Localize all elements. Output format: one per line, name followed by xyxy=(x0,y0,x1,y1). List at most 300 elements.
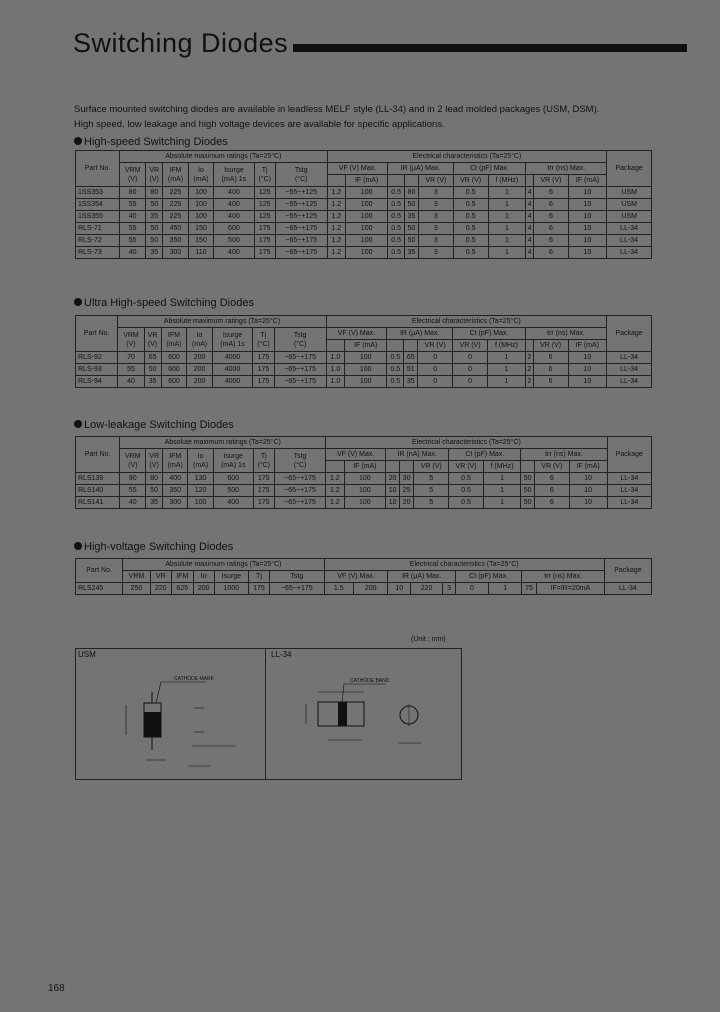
package-value: LL-34 xyxy=(607,352,652,364)
package-value: LL-34 xyxy=(607,223,652,235)
bullet-icon xyxy=(74,420,82,428)
value-cell: 220 xyxy=(410,583,442,595)
value-cell: 10 xyxy=(388,583,410,595)
value-cell: 100 xyxy=(346,187,388,199)
header-unit: (°C) xyxy=(294,175,308,183)
section-title-low-leakage: Low-leakage Switching Diodes xyxy=(74,419,234,431)
part-number: 1SS355 xyxy=(76,211,120,223)
value-cell: 10 xyxy=(568,187,606,199)
table-row xyxy=(76,223,652,235)
header-unit: (mA) xyxy=(166,340,182,348)
part-number: RLS141 xyxy=(76,497,120,509)
header-symbol: Isurge xyxy=(222,331,243,339)
value-cell: 40 xyxy=(118,376,144,388)
header-unit: (mA) xyxy=(167,175,184,183)
value-cell: 0.5 xyxy=(449,473,483,485)
value-cell: 35 xyxy=(144,376,161,388)
value-cell: 25 xyxy=(400,485,414,497)
value-cell: 1 xyxy=(483,473,521,485)
col-header-blank xyxy=(400,461,414,473)
value-cell: 35 xyxy=(146,247,163,259)
col-header-io xyxy=(188,163,214,187)
value-cell: 6 xyxy=(534,187,569,199)
value-cell: 0 xyxy=(453,376,488,388)
value-cell: 20 xyxy=(386,473,400,485)
col-header-cond: VR (V) xyxy=(453,175,488,187)
col-header-surge xyxy=(214,163,254,187)
package-value: LL-34 xyxy=(607,235,652,247)
col-header-vf: VF (V) Max. xyxy=(326,328,387,340)
value-cell: 120 xyxy=(188,485,213,497)
col-header-vr xyxy=(144,328,161,352)
value-cell: 0.5 xyxy=(388,199,405,211)
high-speed-table xyxy=(75,150,652,259)
col-header-cond: f (MHz) xyxy=(488,175,526,187)
intro-line-1: Surface mounted switching diodes are available in leadless MELF style (LL-34) and in 2 lead molded packages (USM, DSM). xyxy=(74,104,600,115)
value-cell: 0.5 xyxy=(388,235,405,247)
value-cell: 1.2 xyxy=(327,235,346,247)
value-cell: 6 xyxy=(533,376,568,388)
part-number: RLS139 xyxy=(76,473,120,485)
value-cell: 100 xyxy=(345,376,387,388)
value-cell: 600 xyxy=(161,376,187,388)
value-cell: 10 xyxy=(568,211,606,223)
value-cell: 10 xyxy=(569,473,607,485)
value-cell: 10 xyxy=(568,235,606,247)
value-cell: 80 xyxy=(120,187,146,199)
col-header-trr: trr (ns) Max. xyxy=(526,163,607,175)
col-header-blank xyxy=(326,461,344,473)
value-cell: 65 xyxy=(144,352,161,364)
value-cell: 50 xyxy=(146,235,163,247)
value-cell: 55 xyxy=(118,364,144,376)
value-cell: 1 xyxy=(483,497,521,509)
value-cell: 10 xyxy=(386,485,400,497)
value-cell: IF=IR=20mA xyxy=(536,583,604,595)
col-header-cond: f (MHz) xyxy=(487,340,525,352)
col-header-ir: IR (μA) Max. xyxy=(388,571,455,583)
value-cell: 600 xyxy=(213,473,253,485)
col-header-ir: IR (μA) Max. xyxy=(388,163,454,175)
value-cell: 55 xyxy=(120,199,146,211)
header-unit: (mA) xyxy=(167,461,183,469)
part-number: RLS-71 xyxy=(76,223,120,235)
value-cell: 400 xyxy=(163,473,188,485)
page-number: 168 xyxy=(48,983,65,994)
value-cell: 50 xyxy=(405,223,419,235)
value-cell: 1.2 xyxy=(327,223,346,235)
header-unit: (°C) xyxy=(293,340,307,348)
table-row xyxy=(76,364,652,376)
header-symbol: IFM xyxy=(169,452,182,460)
header-symbol: Io xyxy=(197,452,204,460)
col-header-vr xyxy=(146,449,163,473)
header-unit: (mA) 1s xyxy=(220,461,246,469)
value-cell: 100 xyxy=(188,497,213,509)
part-number: RLS-94 xyxy=(76,376,118,388)
value-cell: 200 xyxy=(187,352,213,364)
value-cell: 3 xyxy=(419,223,454,235)
value-cell: 0.5 xyxy=(387,352,404,364)
value-cell: 6 xyxy=(534,247,569,259)
table-row xyxy=(76,583,652,595)
value-cell: 50 xyxy=(521,473,535,485)
col-header-tj: Tj xyxy=(248,571,269,583)
value-cell: 225 xyxy=(163,199,189,211)
value-cell: 500 xyxy=(213,485,253,497)
header-symbol: Tj xyxy=(260,331,267,339)
value-cell: 2 xyxy=(525,364,533,376)
header-unit: (mA) 1s xyxy=(221,175,247,183)
value-cell: 10 xyxy=(568,376,607,388)
value-cell: 1.0 xyxy=(326,376,345,388)
header-unit: (°C) xyxy=(293,461,307,469)
col-header-blank xyxy=(387,340,404,352)
section-title-high-voltage: High-voltage Switching Diodes xyxy=(74,541,233,553)
header-unit: (mA) xyxy=(191,340,208,348)
col-header-blank xyxy=(405,175,419,187)
value-cell: 225 xyxy=(163,211,189,223)
value-cell: 1.2 xyxy=(327,247,346,259)
value-cell: 0.5 xyxy=(388,247,405,259)
value-cell: 65 xyxy=(404,352,418,364)
ll34-cathode-band-text: CATHODE BAND xyxy=(350,678,390,684)
usm-cathode-mark-text: CATHODE MARK xyxy=(174,676,214,682)
value-cell: 1 xyxy=(489,583,522,595)
col-header-vrm xyxy=(118,328,144,352)
value-cell: 100 xyxy=(188,199,214,211)
value-cell: 50 xyxy=(146,223,163,235)
col-header-surge xyxy=(213,449,253,473)
col-header-cond: IF (mA) xyxy=(569,461,607,473)
col-header-tj xyxy=(254,163,275,187)
col-header-vr: VR xyxy=(150,571,171,583)
value-cell: 220 xyxy=(150,583,171,595)
header-symbol: IFM xyxy=(169,166,182,174)
col-header-surge xyxy=(212,328,252,352)
ll34-cathode-band xyxy=(338,702,347,726)
header-symbol: Io xyxy=(198,166,204,174)
col-header-ct: Ct (pF) Max. xyxy=(455,571,521,583)
value-cell: 6 xyxy=(535,497,569,509)
table-row xyxy=(76,352,652,364)
value-cell: −65~+175 xyxy=(275,223,327,235)
value-cell: 6 xyxy=(535,485,569,497)
value-cell: 0.5 xyxy=(453,211,488,223)
col-header-trr: trr (ns) Max. xyxy=(525,328,606,340)
value-cell: −65~+175 xyxy=(275,235,327,247)
value-cell: −65~+175 xyxy=(274,497,325,509)
value-cell: 4 xyxy=(526,223,534,235)
bullet-icon xyxy=(74,298,82,306)
value-cell: 125 xyxy=(254,199,275,211)
value-cell: 100 xyxy=(346,247,388,259)
bullet-icon xyxy=(74,542,82,550)
value-cell: 3 xyxy=(419,199,454,211)
value-cell: 4 xyxy=(526,247,534,259)
col-header-ct: Ct (pF) Max. xyxy=(449,449,521,461)
value-cell: 10 xyxy=(568,223,606,235)
value-cell: 0.5 xyxy=(387,364,404,376)
value-cell: 3 xyxy=(419,187,454,199)
header-unit: (mA) xyxy=(192,461,209,469)
header-symbol: Io xyxy=(196,331,203,339)
table-row xyxy=(76,473,652,485)
intro-line-2: High speed, low leakage and high voltage devices are available for specific applications. xyxy=(74,119,445,130)
value-cell: 0 xyxy=(418,352,453,364)
value-cell: 3 xyxy=(419,235,454,247)
header-symbol: VRM xyxy=(125,452,141,460)
value-cell: 1 xyxy=(488,199,526,211)
value-cell: 200 xyxy=(187,376,213,388)
col-header-abs-max: Absolute maximum ratings (Ta=25°C) xyxy=(120,437,326,449)
value-cell: 1 xyxy=(488,187,526,199)
value-cell: 4 xyxy=(526,211,534,223)
value-cell: 50 xyxy=(146,485,163,497)
header-symbol: Tstg xyxy=(293,331,307,339)
value-cell: 10 xyxy=(568,247,606,259)
value-cell: 80 xyxy=(405,187,419,199)
value-cell: 6 xyxy=(534,223,569,235)
value-cell: 4000 xyxy=(212,352,252,364)
value-cell: −65~+175 xyxy=(274,473,325,485)
value-cell: 0 xyxy=(453,364,488,376)
col-header-abs-max: Absolute maximum ratings (Ta=25°C) xyxy=(120,151,328,163)
value-cell: 0.5 xyxy=(453,199,488,211)
table-row xyxy=(76,559,652,571)
col-header-cond: IF (mA) xyxy=(345,340,387,352)
value-cell: 6 xyxy=(535,473,569,485)
header-unit: (mA) 1s xyxy=(220,340,245,348)
value-cell: 500 xyxy=(214,235,254,247)
value-cell: 175 xyxy=(253,376,274,388)
value-cell: 3 xyxy=(443,583,456,595)
value-cell: 0.5 xyxy=(453,187,488,199)
value-cell: 175 xyxy=(253,364,274,376)
package-value: LL-34 xyxy=(607,364,652,376)
value-cell: 175 xyxy=(253,473,274,485)
value-cell: 0.5 xyxy=(388,223,405,235)
value-cell: −65~+175 xyxy=(275,247,327,259)
value-cell: 600 xyxy=(161,352,187,364)
value-cell: 175 xyxy=(254,235,275,247)
col-header-vf: VF (V) Max. xyxy=(327,163,388,175)
col-header-cond: IF (mA) xyxy=(568,340,607,352)
high-voltage-table xyxy=(75,558,652,595)
value-cell: 110 xyxy=(188,247,214,259)
value-cell: 100 xyxy=(346,223,388,235)
value-cell: 100 xyxy=(344,497,386,509)
value-cell: 100 xyxy=(346,199,388,211)
col-header-tj xyxy=(253,328,274,352)
value-cell: 0 xyxy=(418,376,453,388)
col-header-blank xyxy=(521,461,535,473)
col-header-ct: Ct (pF) Max. xyxy=(453,328,526,340)
value-cell: 55 xyxy=(120,235,146,247)
value-cell: 100 xyxy=(346,211,388,223)
value-cell: 600 xyxy=(214,223,254,235)
value-cell: 75 xyxy=(522,583,537,595)
value-cell: 0.5 xyxy=(388,187,405,199)
value-cell: 5 xyxy=(414,497,449,509)
header-unit: (V) xyxy=(147,340,158,348)
col-header-package: Package xyxy=(604,559,651,583)
value-cell: 4 xyxy=(526,187,534,199)
value-cell: 40 xyxy=(120,497,146,509)
value-cell: 200 xyxy=(187,364,213,376)
value-cell: 6 xyxy=(534,199,569,211)
value-cell: 1.0 xyxy=(326,352,345,364)
header-symbol: VR xyxy=(147,331,158,339)
value-cell: 80 xyxy=(146,473,163,485)
package-value: LL-34 xyxy=(607,247,652,259)
col-header-io xyxy=(188,449,213,473)
package-value: LL-34 xyxy=(607,485,651,497)
value-cell: −65~+175 xyxy=(274,364,326,376)
table-row xyxy=(76,316,652,328)
value-cell: 4 xyxy=(526,235,534,247)
col-header-part-no: Part No. xyxy=(76,151,120,187)
value-cell: 175 xyxy=(253,352,274,364)
value-cell: 4000 xyxy=(212,376,252,388)
usm-package-drawing xyxy=(76,660,264,778)
package-value: USM xyxy=(607,211,652,223)
col-header-cond: VR (V) xyxy=(453,340,488,352)
col-header-trr: trr (ns) Max. xyxy=(522,571,604,583)
value-cell: 175 xyxy=(248,583,269,595)
value-cell: 55 xyxy=(120,485,146,497)
header-unit: (V) xyxy=(126,340,136,348)
col-header-cond: IF (mA) xyxy=(344,461,386,473)
col-header-cond: VR (V) xyxy=(419,175,454,187)
col-header-ir: IR (nA) Max. xyxy=(386,449,449,461)
table-row xyxy=(76,235,652,247)
value-cell: 10 xyxy=(568,199,606,211)
value-cell: 90 xyxy=(120,473,146,485)
header-unit: (V) xyxy=(149,175,159,183)
col-header-electrical: Electrical characteristics (Ta=25°C) xyxy=(326,437,607,449)
value-cell: 200 xyxy=(193,583,214,595)
col-header-io xyxy=(187,328,213,352)
col-header-blank xyxy=(386,461,400,473)
value-cell: 175 xyxy=(254,247,275,259)
col-header-ifm xyxy=(163,449,188,473)
value-cell: 1.2 xyxy=(327,199,346,211)
value-cell: 600 xyxy=(161,364,187,376)
table-row xyxy=(76,497,652,509)
value-cell: 1 xyxy=(487,376,525,388)
value-cell: 50 xyxy=(521,485,535,497)
value-cell: 35 xyxy=(405,247,419,259)
value-cell: 55 xyxy=(120,223,146,235)
value-cell: 0 xyxy=(453,352,488,364)
header-symbol: VRM xyxy=(124,166,141,174)
value-cell: 1.2 xyxy=(327,211,346,223)
package-value: LL-34 xyxy=(604,583,651,595)
col-header-vrm xyxy=(120,163,146,187)
ultra-high-speed-table xyxy=(75,315,652,388)
value-cell: 1.0 xyxy=(326,364,345,376)
value-cell: 100 xyxy=(344,473,386,485)
col-header-blank xyxy=(327,175,346,187)
value-cell: 35 xyxy=(405,211,419,223)
value-cell: 1 xyxy=(487,364,525,376)
value-cell: 3 xyxy=(419,247,454,259)
header-symbol: Isurge xyxy=(223,452,243,460)
value-cell: 10 xyxy=(568,364,607,376)
header-unit: (°C) xyxy=(258,175,271,183)
value-cell: 100 xyxy=(345,364,387,376)
col-header-blank xyxy=(404,340,418,352)
value-cell: 20 xyxy=(400,497,414,509)
value-cell: 450 xyxy=(163,223,189,235)
header-unit: (°C) xyxy=(257,340,270,348)
header-unit: (V) xyxy=(128,461,138,469)
col-header-package: Package xyxy=(607,316,652,352)
value-cell: 1 xyxy=(488,211,526,223)
value-cell: 3 xyxy=(419,211,454,223)
value-cell: 5 xyxy=(414,473,449,485)
col-header-electrical: Electrical characteristics (Ta=25°C) xyxy=(324,559,604,571)
header-symbol: Tj xyxy=(260,452,267,460)
col-header-io: Io xyxy=(193,571,214,583)
col-header-ifm xyxy=(161,328,187,352)
header-unit: (V) xyxy=(149,461,159,469)
col-header-electrical: Electrical characteristics (Ta=25°C) xyxy=(327,151,607,163)
header-unit: (mA) xyxy=(193,175,209,183)
value-cell: 2 xyxy=(525,352,533,364)
value-cell: 30 xyxy=(400,473,414,485)
value-cell: 400 xyxy=(214,211,254,223)
value-cell: 100 xyxy=(345,352,387,364)
col-header-ifm xyxy=(163,163,189,187)
bullet-icon xyxy=(74,137,82,145)
package-value: LL-34 xyxy=(607,376,652,388)
usm-mold xyxy=(144,712,161,737)
intro-text xyxy=(74,102,674,132)
value-cell: 1 xyxy=(487,352,525,364)
value-cell: 625 xyxy=(171,583,193,595)
value-cell: 300 xyxy=(163,247,189,259)
value-cell: 35 xyxy=(146,497,163,509)
value-cell: 10 xyxy=(386,497,400,509)
value-cell: 50 xyxy=(144,364,161,376)
header-symbol: Tstg xyxy=(294,166,308,174)
usm-label: USM xyxy=(78,650,96,659)
package-value: LL-34 xyxy=(607,473,651,485)
value-cell: 150 xyxy=(188,235,214,247)
value-cell: 130 xyxy=(188,473,213,485)
value-cell: 35 xyxy=(404,376,418,388)
part-number: RLS-93 xyxy=(76,364,118,376)
value-cell: 200 xyxy=(353,583,388,595)
value-cell: 250 xyxy=(123,583,151,595)
col-header-vrm xyxy=(120,449,146,473)
col-header-cond: IF (mA) xyxy=(568,175,606,187)
table-row xyxy=(76,187,652,199)
package-value: USM xyxy=(607,199,652,211)
col-header-cond: VR (V) xyxy=(535,461,569,473)
value-cell: 40 xyxy=(120,247,146,259)
table-row xyxy=(76,199,652,211)
value-cell: 6 xyxy=(533,364,568,376)
package-value: LL-34 xyxy=(607,497,651,509)
col-header-tstg xyxy=(274,328,326,352)
value-cell: 50 xyxy=(146,199,163,211)
page-title: Switching Diodes xyxy=(73,28,289,58)
value-cell: 0 xyxy=(418,364,453,376)
value-cell: 0.5 xyxy=(388,211,405,223)
